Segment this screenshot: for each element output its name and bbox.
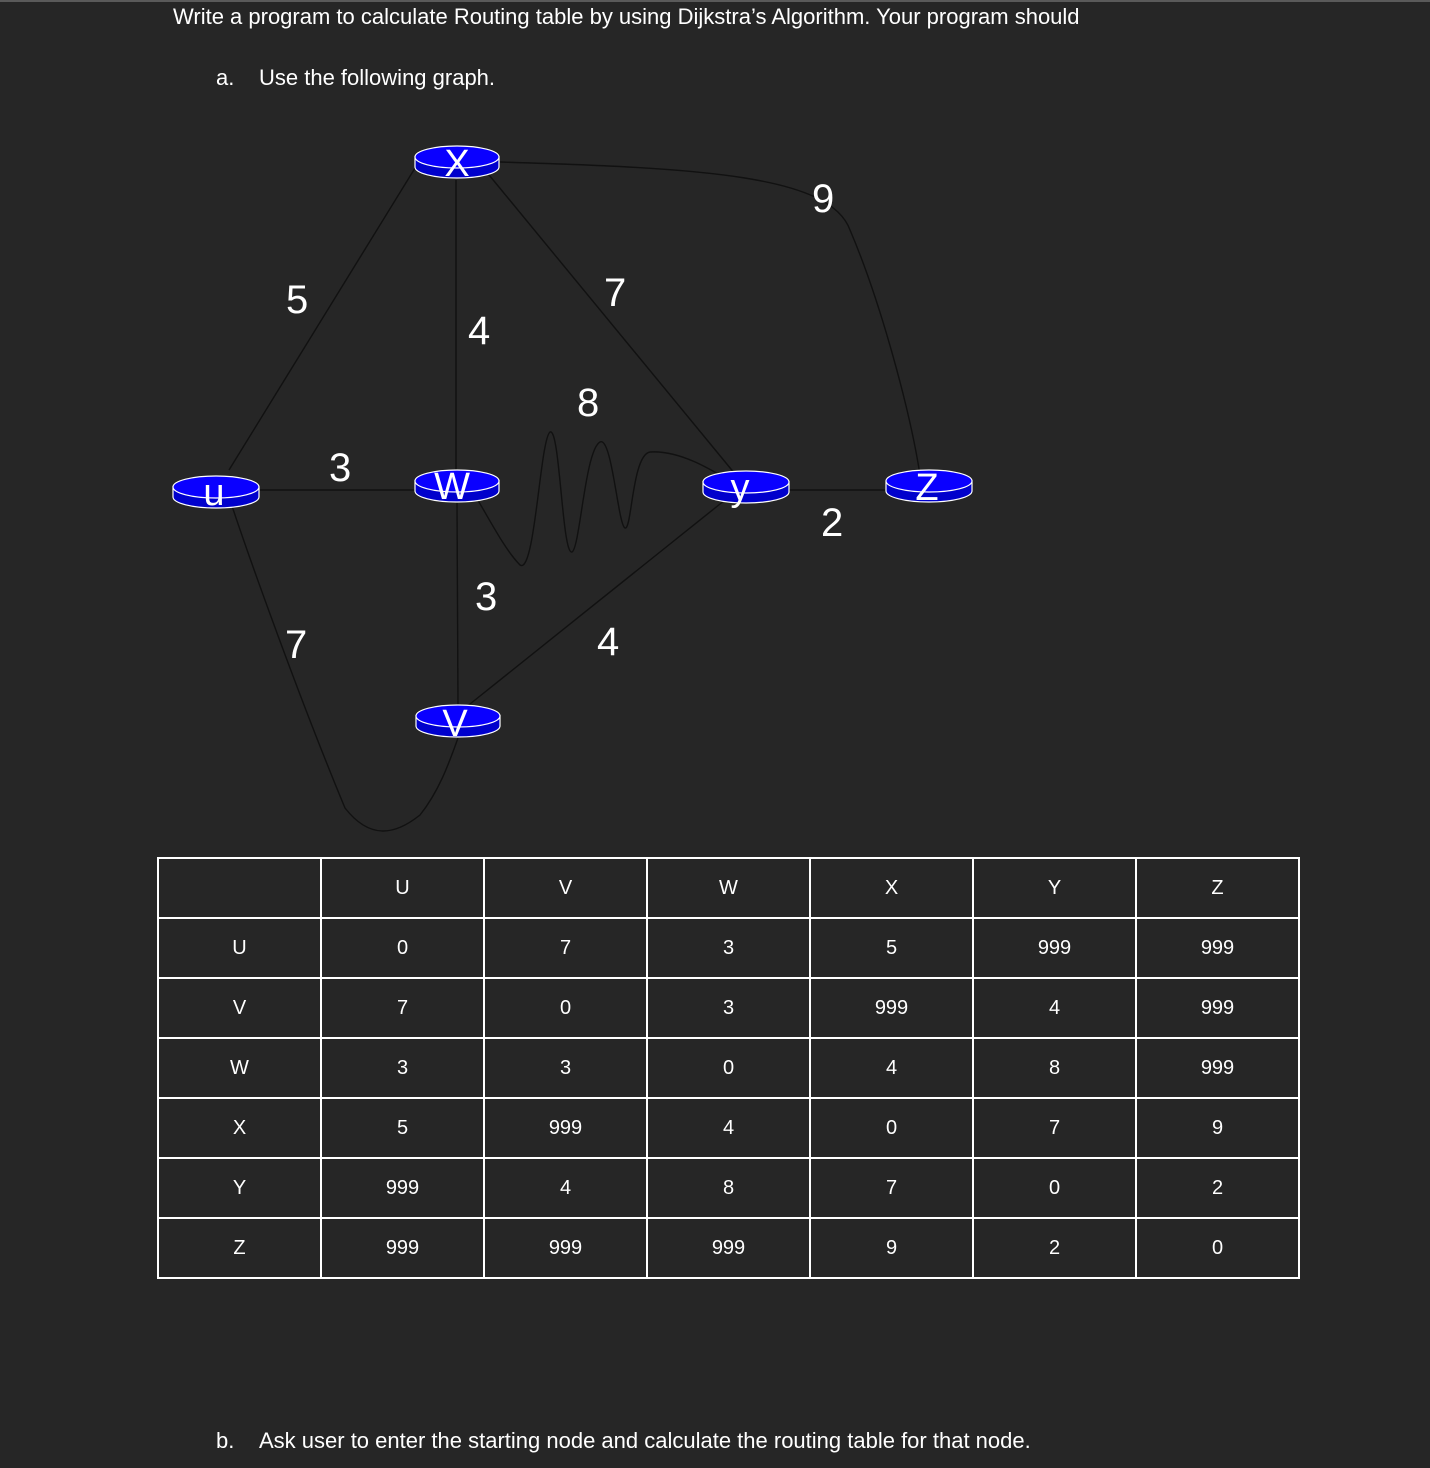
table-row — [158, 978, 1299, 1038]
table-cell: 999 — [810, 978, 973, 1038]
header-cell: U — [321, 858, 484, 918]
edge-x-z — [500, 162, 920, 475]
edge-w-y — [473, 432, 735, 566]
item-a-marker: a. — [216, 65, 235, 90]
table-cell: 0 — [810, 1098, 973, 1158]
table-cell: 3 — [647, 978, 810, 1038]
node-label-w: W — [434, 466, 470, 508]
table-cell: 4 — [973, 978, 1136, 1038]
table-cell: 0 — [321, 918, 484, 978]
table-cell: 3 — [321, 1038, 484, 1098]
table-cell: 4 — [647, 1098, 810, 1158]
edge-weight-w-y: 8 — [577, 381, 600, 425]
table-cell: 9 — [810, 1218, 973, 1278]
header-cell: V — [484, 858, 647, 918]
node-label-x: X — [444, 143, 470, 185]
table-row — [158, 918, 1299, 978]
node-label-y: y — [730, 467, 750, 509]
table-cell: 4 — [484, 1158, 647, 1218]
item-b-marker: b. — [216, 1428, 235, 1453]
table-row — [158, 1218, 1299, 1278]
node-label-v: V — [442, 703, 468, 745]
table-cell: 999 — [321, 1158, 484, 1218]
table-row — [158, 1158, 1299, 1218]
row-header-cell: Y — [158, 1158, 321, 1218]
table-cell: 0 — [973, 1158, 1136, 1218]
row-header-cell: V — [158, 978, 321, 1038]
item-b — [216, 1426, 1031, 1456]
item-b-text: Ask user to enter the starting node and calculate the routing table for that node. — [259, 1428, 1031, 1453]
table-cell: 999 — [973, 918, 1136, 978]
question-heading: Write a program to calculate Routing table by using Dijkstra’s Algorithm. Your program should — [173, 4, 1080, 29]
table-cell: 8 — [973, 1038, 1136, 1098]
table-cell: 0 — [1136, 1218, 1299, 1278]
table-cell: 8 — [647, 1158, 810, 1218]
edge-u-v — [232, 506, 458, 831]
edge-weight-x-w: 4 — [468, 309, 491, 353]
row-header-cell: W — [158, 1038, 321, 1098]
row-header-cell: X — [158, 1098, 321, 1158]
edge-weight-u-v: 7 — [285, 623, 308, 667]
edge-v-y — [465, 500, 725, 708]
edge-w-v — [457, 502, 458, 705]
header-cell: Z — [1136, 858, 1299, 918]
table-cell: 0 — [647, 1038, 810, 1098]
header-cell: X — [810, 858, 973, 918]
router-node-z — [886, 467, 972, 509]
table-cell: 5 — [321, 1098, 484, 1158]
edge-x-y — [480, 164, 740, 480]
table-cell: 7 — [810, 1158, 973, 1218]
table-cell: 999 — [484, 1098, 647, 1158]
table-cell: 7 — [321, 978, 484, 1038]
row-header-cell: U — [158, 918, 321, 978]
table-cell: 999 — [647, 1218, 810, 1278]
item-a-text: Use the following graph. — [259, 65, 496, 90]
header-cell: Y — [973, 858, 1136, 918]
table-cell: 2 — [1136, 1158, 1299, 1218]
table-header-row — [158, 858, 1299, 918]
edge-weight-y-z: 2 — [821, 501, 844, 545]
edge-weight-u-x: 5 — [286, 278, 309, 322]
table-cell: 999 — [321, 1218, 484, 1278]
edge-weight-u-w: 3 — [329, 446, 352, 490]
table-cell: 7 — [484, 918, 647, 978]
table-cell: 2 — [973, 1218, 1136, 1278]
edge-weight-v-y: 4 — [597, 620, 620, 664]
header-cell — [158, 858, 321, 918]
edge-weight-x-y: 7 — [604, 271, 627, 315]
router-node-w — [415, 466, 499, 508]
table-cell: 999 — [1136, 918, 1299, 978]
routing-table — [157, 857, 1300, 1279]
table-cell: 5 — [810, 918, 973, 978]
table-cell: 3 — [647, 918, 810, 978]
edge-u-x — [229, 160, 420, 470]
table-row — [158, 1038, 1299, 1098]
router-node-v — [416, 703, 500, 745]
table-cell: 9 — [1136, 1098, 1299, 1158]
router-node-x — [415, 143, 499, 185]
node-label-u: u — [203, 472, 225, 514]
table-cell: 0 — [484, 978, 647, 1038]
edge-weight-w-v: 3 — [475, 575, 498, 619]
header-cell: W — [647, 858, 810, 918]
table-cell: 999 — [1136, 978, 1299, 1038]
edge-weight-x-z: 9 — [812, 177, 835, 221]
table-cell: 999 — [484, 1218, 647, 1278]
table-cell: 7 — [973, 1098, 1136, 1158]
router-node-u — [173, 472, 259, 514]
table-cell: 999 — [1136, 1038, 1299, 1098]
row-header-cell: Z — [158, 1218, 321, 1278]
node-label-z: Z — [915, 467, 939, 509]
table-cell: 4 — [810, 1038, 973, 1098]
table-row — [158, 1098, 1299, 1158]
table-cell: 3 — [484, 1038, 647, 1098]
